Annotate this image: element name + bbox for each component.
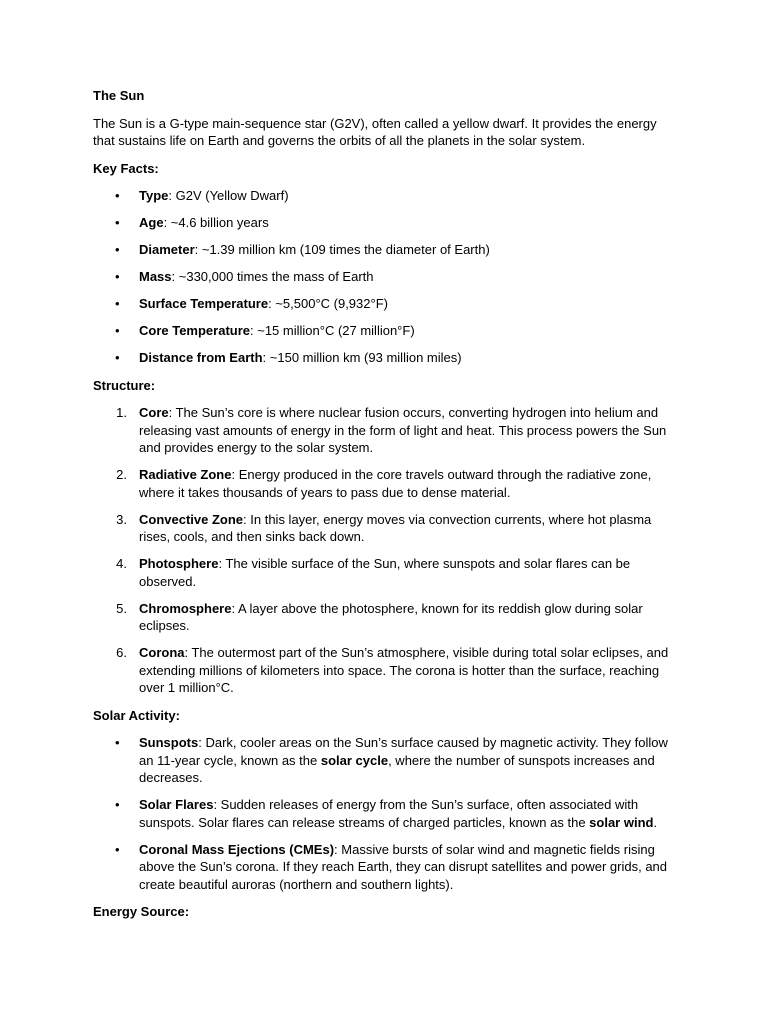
bullet-icon: • bbox=[115, 215, 120, 230]
solar-activity-heading: Solar Activity: bbox=[93, 707, 180, 723]
structure-list bbox=[93, 404, 676, 697]
intro-paragraph: The Sun is a G-type main-sequence star (G2V), often called a yellow dwarf. It provides the energy that sustains life on Earth and governs the orbits of all the planets in the solar system. bbox=[93, 115, 657, 148]
list-number: 5. bbox=[116, 600, 127, 616]
bullet-icon: • bbox=[115, 841, 120, 857]
bullet-icon: • bbox=[115, 296, 120, 311]
bullet-icon: • bbox=[115, 323, 120, 338]
list-number: 3. bbox=[116, 511, 127, 527]
bullet-icon: • bbox=[115, 797, 120, 812]
document-title: The Sun bbox=[93, 88, 145, 103]
bullet-icon: • bbox=[115, 188, 120, 203]
energy-source-heading: Energy Source: bbox=[93, 904, 190, 919]
list-item: • Mass: ~330,000 times the mass of Earth bbox=[115, 269, 374, 284]
list-item: • Distance from Earth: ~150 million km (93 million miles) bbox=[115, 350, 462, 365]
bullet-icon: • bbox=[115, 350, 120, 365]
key-facts-heading: Key Facts: bbox=[93, 160, 159, 176]
list-number: 4. bbox=[116, 556, 127, 571]
bullet-icon: • bbox=[115, 269, 120, 284]
list-item: • Surface Temperature: ~5,500°C (9,932°F) bbox=[115, 296, 388, 311]
solar-activity-list bbox=[93, 734, 676, 893]
list-item: 2. Radiative Zone: Energy produced in the core travels outward through the radiative zone, where it takes thousands of years to pass due to dense material. bbox=[93, 466, 676, 501]
list-number: 2. bbox=[116, 467, 127, 482]
list-item: • Diameter: ~1.39 million km (109 times the diameter of Earth) bbox=[115, 242, 490, 257]
list-item: 5. Chromosphere: A layer above the photosphere, known for its reddish glow during solar eclipses. bbox=[93, 600, 676, 635]
list-item: 6. Corona: The outermost part of the Sun’s atmosphere, visible during total solar eclipses, and extending millions of kilometers into space. The corona is hotter than the surface, reaching over 1 million°C. bbox=[93, 644, 676, 697]
list-item: 3. Convective Zone: In this layer, energy moves via convection currents, where hot plasma rises, cools, and then sinks back down. bbox=[93, 511, 676, 546]
list-number: 6. bbox=[116, 645, 127, 660]
list-number: 1. bbox=[116, 405, 127, 420]
list-item: • Type: G2V (Yellow Dwarf) bbox=[115, 188, 289, 203]
list-item: 4. Photosphere: The visible surface of the Sun, where sunspots and solar flares can be observed. bbox=[93, 555, 676, 590]
list-item: • Sunspots: Dark, cooler areas on the Sun’s surface caused by magnetic activity. They follow an 11-year cycle, known as the solar cycle, where the number of sunspots increases and decreases. bbox=[115, 735, 668, 785]
bullet-icon: • bbox=[115, 242, 120, 257]
list-item: • Core Temperature: ~15 million°C (27 million°F) bbox=[115, 323, 415, 338]
list-item: 1. Core: The Sun’s core is where nuclear fusion occurs, converting hydrogen into helium and releasing vast amounts of energy in the form of light and heat. This process powers the Sun and provides energy to the solar system. bbox=[93, 404, 676, 457]
list-item: • Solar Flares: Sudden releases of energy from the Sun’s surface, often associated with sunspots. Solar flares can release streams of charged particles, known as the solar wind. bbox=[115, 797, 658, 830]
key-facts-list bbox=[93, 187, 676, 367]
list-item: • Coronal Mass Ejections (CMEs): Massive bursts of solar wind and magnetic fields rising above the Sun’s corona. If they reach Earth, they can disrupt satellites and power grids, and create beautiful auroras (northern and southern lights). bbox=[115, 841, 668, 892]
list-item: • Age: ~4.6 billion years bbox=[115, 215, 269, 230]
structure-heading: Structure: bbox=[93, 377, 156, 393]
bullet-icon: • bbox=[115, 735, 120, 750]
